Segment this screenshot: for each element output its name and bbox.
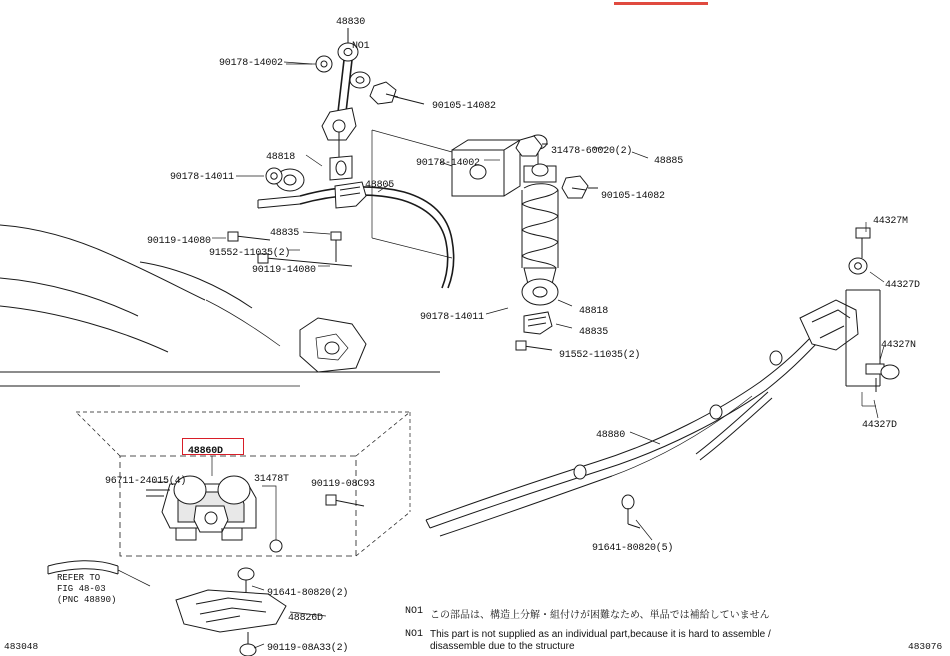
part-number-label: 91641-80820(2)	[267, 588, 349, 599]
note-text-jp	[430, 606, 770, 621]
part-number-label: 91552-11035(2)	[209, 248, 291, 259]
note-jp-text: この部品は、構造上分解・組付けが困難なため、単品では補給していません	[430, 610, 770, 621]
part-number-label: 44327N	[881, 340, 916, 351]
part-number-label: 48835	[579, 327, 609, 338]
refer-line-3: (PNC 48890)	[57, 595, 117, 605]
part-number-label: 91641-80820(5)	[592, 543, 674, 554]
part-number-label: NO1	[352, 41, 370, 52]
part-number-label: 90119-08C93	[311, 479, 375, 490]
part-number-label: 31478-60020(2)	[551, 146, 633, 157]
part-number-label: 48835	[270, 228, 300, 239]
part-number-label: 48860D	[188, 446, 223, 457]
part-number-label: 48818	[266, 152, 296, 163]
part-number-label: 96711-24015(4)	[105, 476, 187, 487]
note-text-en-2: disassemble due to the structure	[430, 641, 575, 652]
part-number-label: 31478T	[254, 474, 289, 485]
refer-line-2: FIG 48-03	[57, 584, 106, 594]
part-number-label: 48880	[596, 430, 626, 441]
part-number-label: 90119-14080	[252, 265, 316, 276]
part-number-label: 48830	[336, 17, 366, 28]
part-number-label: 48818	[579, 306, 609, 317]
diagram-id-right: 483076	[908, 641, 943, 652]
part-number-label: 48805	[365, 180, 395, 191]
note-tag-1: NO1	[405, 606, 424, 617]
part-number-label: 90105-14082	[601, 191, 665, 202]
part-number-label: 90105-14082	[432, 101, 496, 112]
part-number-label: 90119-14080	[147, 236, 211, 247]
part-number-label: 90178-14002	[416, 158, 480, 169]
refer-line-1: REFER TO	[57, 573, 101, 583]
diagram-id-left: 483048	[4, 641, 39, 652]
refer-to-block	[57, 573, 116, 606]
part-number-label: 44327M	[873, 216, 908, 227]
part-number-label: 91552-11035(2)	[559, 350, 641, 361]
part-number-label: 90178-14002	[219, 58, 283, 69]
note-text-en-1: This part is not supplied as an individual part,because it is hard to assemble /	[430, 629, 771, 640]
part-number-label: 44327D	[885, 280, 920, 291]
part-number-label: 48885	[654, 156, 684, 167]
part-number-label: 90178-14011	[420, 312, 484, 323]
part-number-label: 48826D	[288, 613, 323, 624]
note-tag-2: NO1	[405, 629, 424, 640]
part-number-label: 44327D	[862, 420, 897, 431]
part-number-label: 90119-08A33(2)	[267, 643, 349, 654]
part-number-label: 90178-14011	[170, 172, 234, 183]
